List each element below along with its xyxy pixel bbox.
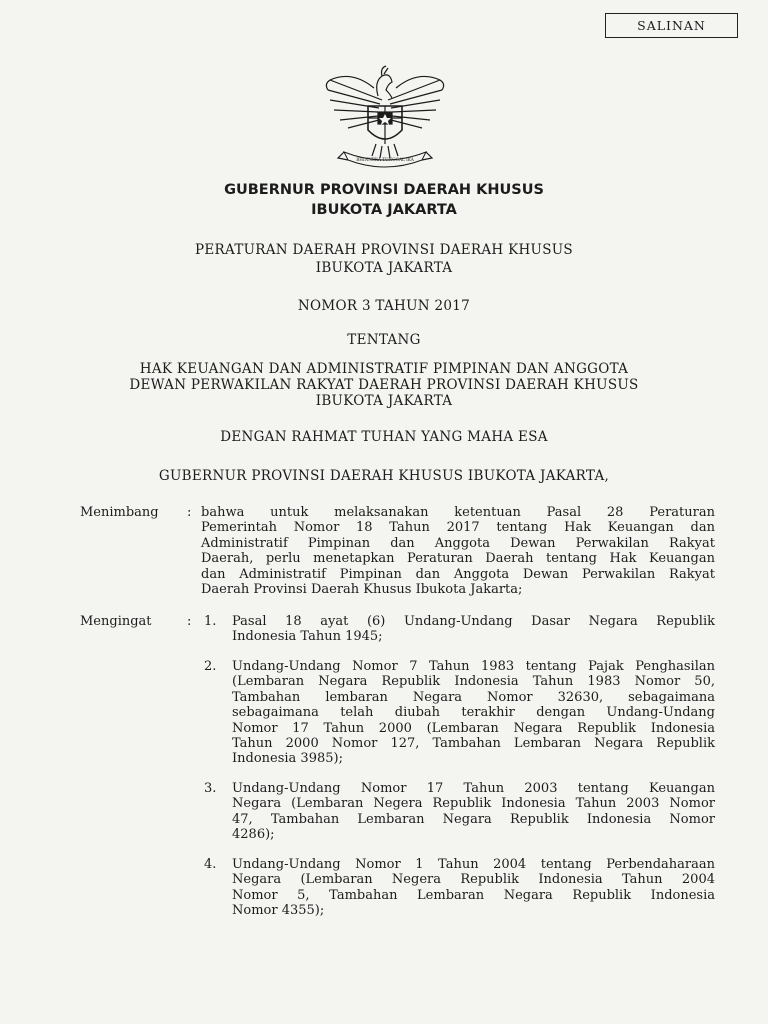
salinan-stamp xyxy=(605,13,738,38)
item-line: (Lembaran Negara Republik Indonesia Tahun 1983 Nomor 50, xyxy=(232,674,715,690)
mengingat-item-2 xyxy=(232,659,715,767)
subject-line-1: HAK KEUANGAN DAN ADMINISTRATIF PIMPINAN DAN ANGGOTA xyxy=(139,361,629,377)
mengingat-item-1 xyxy=(232,614,715,645)
issuer-line-2: IBUKOTA JAKARTA xyxy=(311,202,457,218)
menimbang-colon: : xyxy=(187,505,192,520)
governor-line: GUBERNUR PROVINSI DAERAH KHUSUS IBUKOTA JAKARTA, xyxy=(158,468,610,484)
emblem-motto: BHINNEKA TUNGGAL IKA xyxy=(356,157,414,162)
item-line: Negara (Lembaran Negera Republik Indonesia Tahun 2004 xyxy=(232,872,715,888)
stamp-label: SALINAN xyxy=(637,18,706,33)
item-line: 4286); xyxy=(232,827,275,843)
about-label: TENTANG xyxy=(347,332,421,348)
item-line: Tahun 2000 Nomor 127, Tambahan Lembaran Negara Republik xyxy=(232,736,715,752)
issuer-line-1: GUBERNUR PROVINSI DAERAH KHUSUS xyxy=(224,182,544,198)
mengingat-item-number: 1. xyxy=(204,614,217,629)
regulation-line-2: IBUKOTA JAKARTA xyxy=(315,260,453,276)
item-line: Nomor 4355); xyxy=(232,903,325,919)
regulation-number: NOMOR 3 TAHUN 2017 xyxy=(297,298,471,314)
mengingat-item-number: 3. xyxy=(204,781,217,796)
regulation-line-1: PERATURAN DAERAH PROVINSI DAERAH KHUSUS xyxy=(195,242,573,258)
item-line: Nomor 17 Tahun 2000 (Lembaran Negara Republik Indonesia xyxy=(232,720,715,736)
blessing-line: DENGAN RAHMAT TUHAN YANG MAHA ESA xyxy=(220,429,548,445)
menimbang-line: Daerah Provinsi Daerah Khusus Ibukota Jakarta; xyxy=(201,582,523,598)
item-line: Negara (Lembaran Negera Republik Indonesia Tahun 2003 Nomor xyxy=(232,796,715,812)
mengingat-item-4 xyxy=(232,857,715,919)
mengingat-label: Mengingat xyxy=(80,614,152,629)
menimbang-line: bahwa untuk melaksanakan ketentuan Pasal 28 Peraturan xyxy=(201,505,715,520)
item-line: Indonesia 3985); xyxy=(232,751,343,767)
subject-line-3: IBUKOTA JAKARTA xyxy=(315,393,453,409)
menimbang-line: Pemerintah Nomor 18 Tahun 2017 tentang Hak Keuangan dan xyxy=(201,520,715,536)
subject-line-2: DEWAN PERWAKILAN RAKYAT DAERAH PROVINSI DAERAH KHUSUS xyxy=(129,377,639,393)
item-line: sebagaimana telah diubah terakhir dengan Undang-Undang xyxy=(232,705,715,721)
item-line: Tambahan lembaran Negara Nomor 32630, sebagaimana xyxy=(232,689,715,705)
mengingat-item-number: 2. xyxy=(204,659,217,674)
item-line: Undang-Undang Nomor 1 Tahun 2004 tentang Perbendaharaan xyxy=(232,857,715,872)
item-line: Nomor 5, Tambahan Lembaran Negara Republik Indonesia xyxy=(232,887,715,903)
item-line: Undang-Undang Nomor 17 Tahun 2003 tentang Keuangan xyxy=(232,781,715,796)
menimbang-line: dan Administratif Pimpinan dan Anggota Dewan Perwakilan Rakyat xyxy=(201,566,715,582)
menimbang-label: Menimbang xyxy=(80,505,159,520)
mengingat-colon: : xyxy=(187,614,192,629)
mengingat-item-3 xyxy=(232,781,715,843)
item-line: 47, Tambahan Lembaran Negara Republik Indonesia Nomor xyxy=(232,811,715,827)
item-line: Indonesia Tahun 1945; xyxy=(232,629,383,645)
item-line: Pasal 18 ayat (6) Undang-Undang Dasar Negara Republik xyxy=(232,614,715,629)
menimbang-paragraph xyxy=(201,505,715,597)
menimbang-line: Daerah, perlu menetapkan Peraturan Daerah tentang Hak Keuangan xyxy=(201,551,715,567)
item-line: Undang-Undang Nomor 7 Tahun 1983 tentang Pajak Penghasilan xyxy=(232,659,715,674)
mengingat-item-number: 4. xyxy=(204,857,217,872)
garuda-pancasila-emblem-icon xyxy=(322,60,448,172)
menimbang-line: Administratif Pimpinan dan Anggota Dewan Perwakilan Rakyat xyxy=(201,535,715,551)
